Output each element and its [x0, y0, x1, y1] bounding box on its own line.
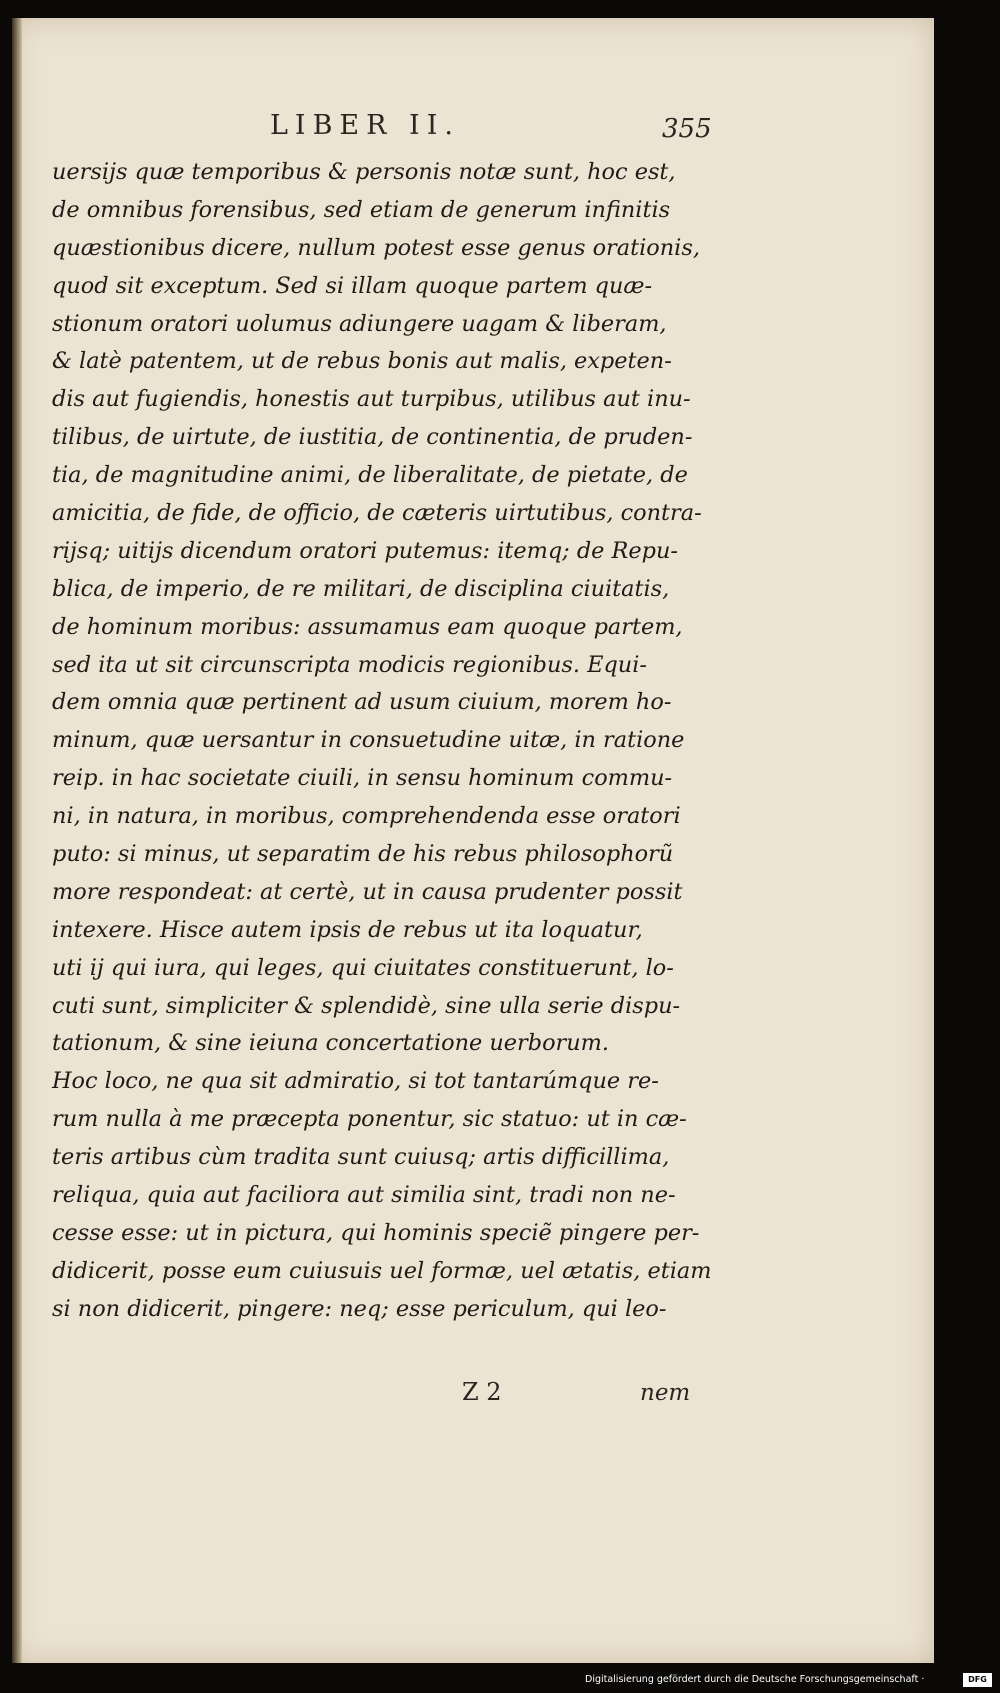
- page-edge: [12, 18, 22, 1663]
- text-line: uti ij qui iura, qui leges, qui ciuitates constituerunt, lo-: [52, 954, 674, 981]
- text-line: teris artibus cùm tradita sunt cuiusq; artis difficillima,: [52, 1144, 670, 1171]
- text-line: & latè patentem, ut de rebus bonis aut malis, expeten-: [52, 348, 672, 375]
- text-line: quod sit exceptum. Sed si illam quoque partem quæ-: [52, 272, 653, 299]
- text-line: tationum, & sine ieiuna concertatione uerborum.: [52, 1030, 610, 1057]
- body-text: [52, 154, 717, 1329]
- text-line: more respondeat: at certè, ut in causa prudenter possit: [52, 878, 683, 905]
- text-line: Hoc loco, ne qua sit admiratio, si tot tantarúmque re-: [52, 1068, 659, 1095]
- digitization-credit: Digitalisierung gefördert durch die Deutsche Forschungsgemeinschaft ·: [585, 1674, 925, 1685]
- text-line: puto: si minus, ut separatim de his rebus philosophorũ: [52, 841, 674, 868]
- text-line: dem omnia quæ pertinent ad usum ciuium, morem ho-: [52, 689, 672, 716]
- text-line: cuti sunt, simpliciter & splendidè, sine ulla serie dispu-: [52, 992, 681, 1019]
- running-head: LIBER II.: [270, 110, 460, 141]
- text-line: si non didicerit, pingere: neq; esse periculum, qui leo-: [52, 1295, 667, 1322]
- text-line: tilibus, de uirtute, de iustitia, de continentia, de pruden-: [52, 424, 693, 451]
- text-line: uersijs quæ temporibus & personis notæ sunt, hoc est,: [52, 159, 676, 185]
- catchword: nem: [640, 1380, 691, 1406]
- text-line: blica, de imperio, de re militari, de disciplina ciuitatis,: [52, 575, 670, 602]
- text-line: cesse esse: ut in pictura, qui hominis speciẽ pingere per-: [52, 1219, 700, 1246]
- text-line: minum, quæ uersantur in consuetudine uitæ, in ratione: [52, 727, 685, 754]
- text-line: de hominum moribus: assumamus eam quoque partem,: [52, 613, 683, 640]
- dfg-logo: DFG: [963, 1673, 992, 1687]
- text-line: ni, in natura, in moribus, comprehendenda esse oratori: [52, 803, 681, 830]
- text-line: amicitia, de fide, de officio, de cæteris uirtutibus, contra-: [52, 500, 702, 527]
- text-line: rijsq; uitijs dicendum oratori putemus: itemq; de Repu-: [52, 537, 678, 564]
- text-line: de omnibus forensibus, sed etiam de generum infinitis: [52, 196, 671, 223]
- text-line: sed ita ut sit circunscripta modicis regionibus. Equi-: [52, 651, 647, 678]
- text-line: didicerit, posse eum cuiusuis uel formæ, uel ætatis, etiam: [52, 1257, 712, 1284]
- text-line: rum nulla à me præcepta ponentur, sic statuo: ut in cæ-: [52, 1106, 687, 1133]
- text-line: stionum oratori uolumus adiungere uagam & liberam,: [52, 310, 667, 337]
- page-number: 355: [662, 114, 712, 144]
- text-line: tia, de magnitudine animi, de liberalitate, de pietate, de: [52, 462, 688, 489]
- signature-mark: Z 2: [462, 1378, 502, 1406]
- book-page: [12, 18, 934, 1663]
- text-line: intexere. Hisce autem ipsis de rebus ut ita loquatur,: [52, 916, 643, 943]
- text-line: quæstionibus dicere, nullum potest esse genus orationis,: [52, 234, 700, 261]
- text-line: dis aut fugiendis, honestis aut turpibus, utilibus aut inu-: [52, 386, 691, 413]
- text-line: reip. in hac societate ciuili, in sensu hominum commu-: [52, 765, 673, 792]
- text-line: reliqua, quia aut faciliora aut similia sint, tradi non ne-: [52, 1182, 676, 1209]
